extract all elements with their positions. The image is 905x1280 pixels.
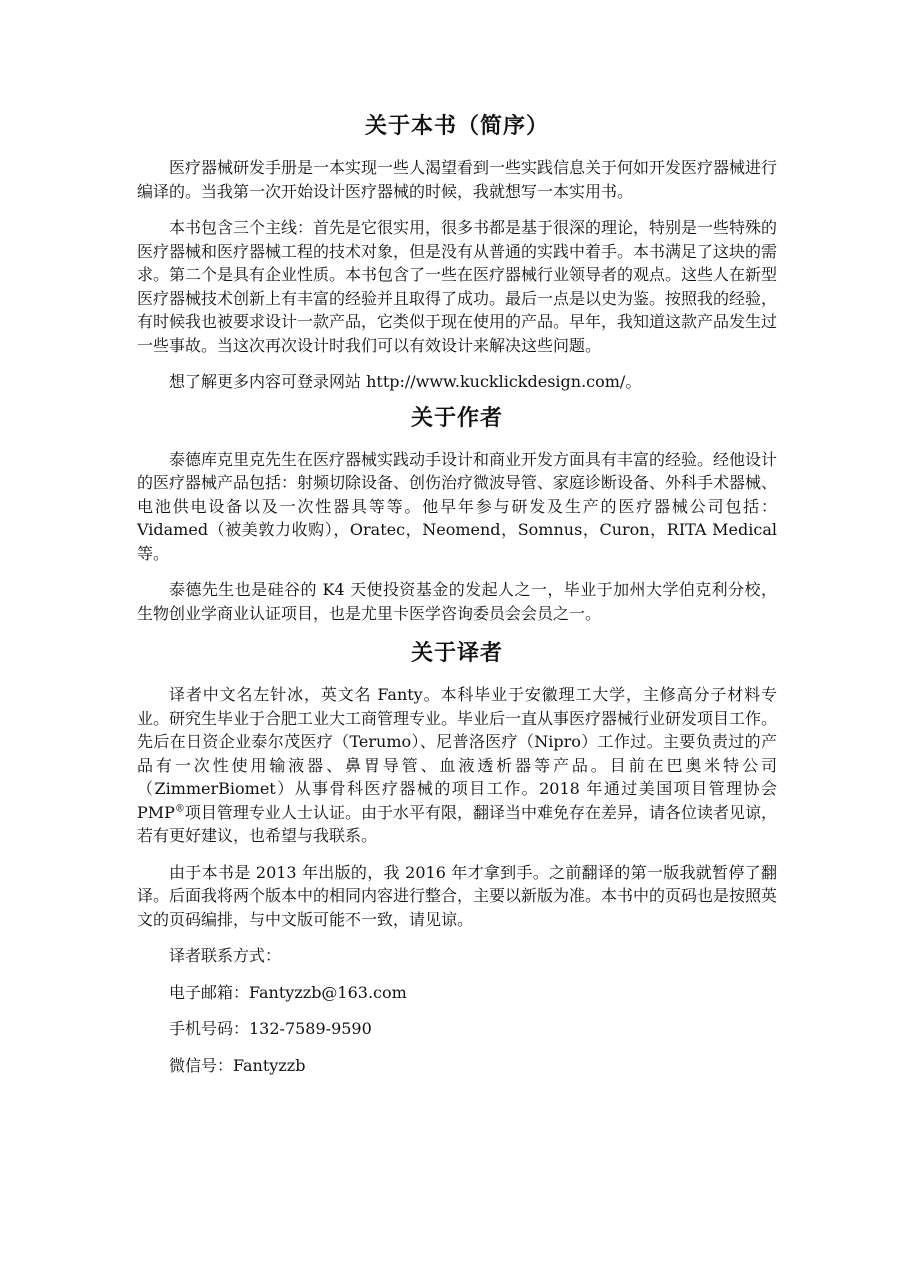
contact-wechat: 微信号：Fantyzzb xyxy=(169,1055,306,1075)
about-author-paragraph-1: 泰德库克里克先生在医疗器械实践动手设计和商业开发方面具有丰富的经验。经他设计的医疗器械产品包括：射频切除设备、创伤治疗微波导管、家庭诊断设备、外科手术器械、电池供电设备以及一次性器具等等。他早年参与研发及生产的医疗器械公司包括：Vidamed（被美敦力收购），Oratec，Neomend，Somnus，Curon，RITA Medical 等。 xyxy=(137,449,778,563)
contact-email: 电子邮箱：Fantyzzb@163.com xyxy=(169,982,407,1002)
translator-bio-part-2: 项目管理专业人士认证。由于水平有限，翻译当中难免存在差异，请各位读者见谅，若有更好建议，也希望与我联系。 xyxy=(137,802,777,845)
about-book-paragraph-2: 本书包含三个主线：首先是它很实用，很多书都是基于很深的理论，特别是一些特殊的医疗器械和医疗器械工程的技术对象，但是没有从普通的实践中着手。本书满足了这块的需求。第二个是具有企业性质。本书包含了一些在医疗器械行业领导者的观点。这些人在新型医疗器械技术创新上有丰富的经验并且取得了成功。最后一点是以史为鉴。按照我的经验，有时候我也被要求设计一款产品，它类似于现在使用的产品。早年，我知道这款产品发生过一些事故。当这次再次设计时我们可以有效设计来解决这些问题。 xyxy=(137,218,778,355)
about-translator-title: 关于译者 xyxy=(410,641,503,666)
contact-heading: 译者联系方式： xyxy=(169,946,282,965)
about-book-paragraph-1: 医疗器械研发手册是一本实现一些人渴望看到一些实践信息关于何如开发医疗器械进行编译的。当我第一次开始设计医疗器械的时候，我就想写一本实用书。 xyxy=(137,158,778,201)
registered-mark: ® xyxy=(174,803,185,815)
translator-contact xyxy=(137,944,777,1077)
document-page xyxy=(137,112,777,1077)
about-book-website: 想了解更多内容可登录网站 http://www.kucklickdesign.com/。 xyxy=(169,372,642,391)
translator-bio-part-1: 译者中文名左针冰，英文名 Fanty。本科毕业于安徽理工大学，主修高分子材料专业。研究生毕业于合肥工业大工商管理专业。毕业后一直从事医疗器械行业研发项目工作。先后在日资企业泰尔茂医疗（Terumo）、尼普洛医疗（Nipro）工作过。主要负责过的产品有一次性使用输液器、鼻胃导管、血液透析器等产品。目前在巴奥米特公司（ZimmerBiomet）从事骨科医疗器械的项目工作。2018 年通过美国项目管理协会 PMP xyxy=(137,685,778,822)
about-book-title: 关于本书（简序） xyxy=(364,114,549,139)
about-translator-paragraph-1 xyxy=(137,683,777,848)
about-author-title: 关于作者 xyxy=(410,405,503,431)
about-translator-paragraph-2: 由于本书是 2013 年出版的，我 2016 年才拿到手。之前翻译的第一版我就暂停了翻译。后面我将两个版本中的相同内容进行整合，主要以新版为准。本书中的页码也是按照英文的页码编排，与中文版可能不一致，请见谅。 xyxy=(137,862,778,929)
contact-phone: 手机号码：132-7589-9590 xyxy=(169,1019,372,1038)
about-author-paragraph-2: 泰德先生也是硅谷的 K4 天使投资基金的发起人之一，毕业于加州大学伯克利分校，生物创业学商业认证项目，也是尤里卡医学咨询委员会会员之一。 xyxy=(137,580,777,623)
